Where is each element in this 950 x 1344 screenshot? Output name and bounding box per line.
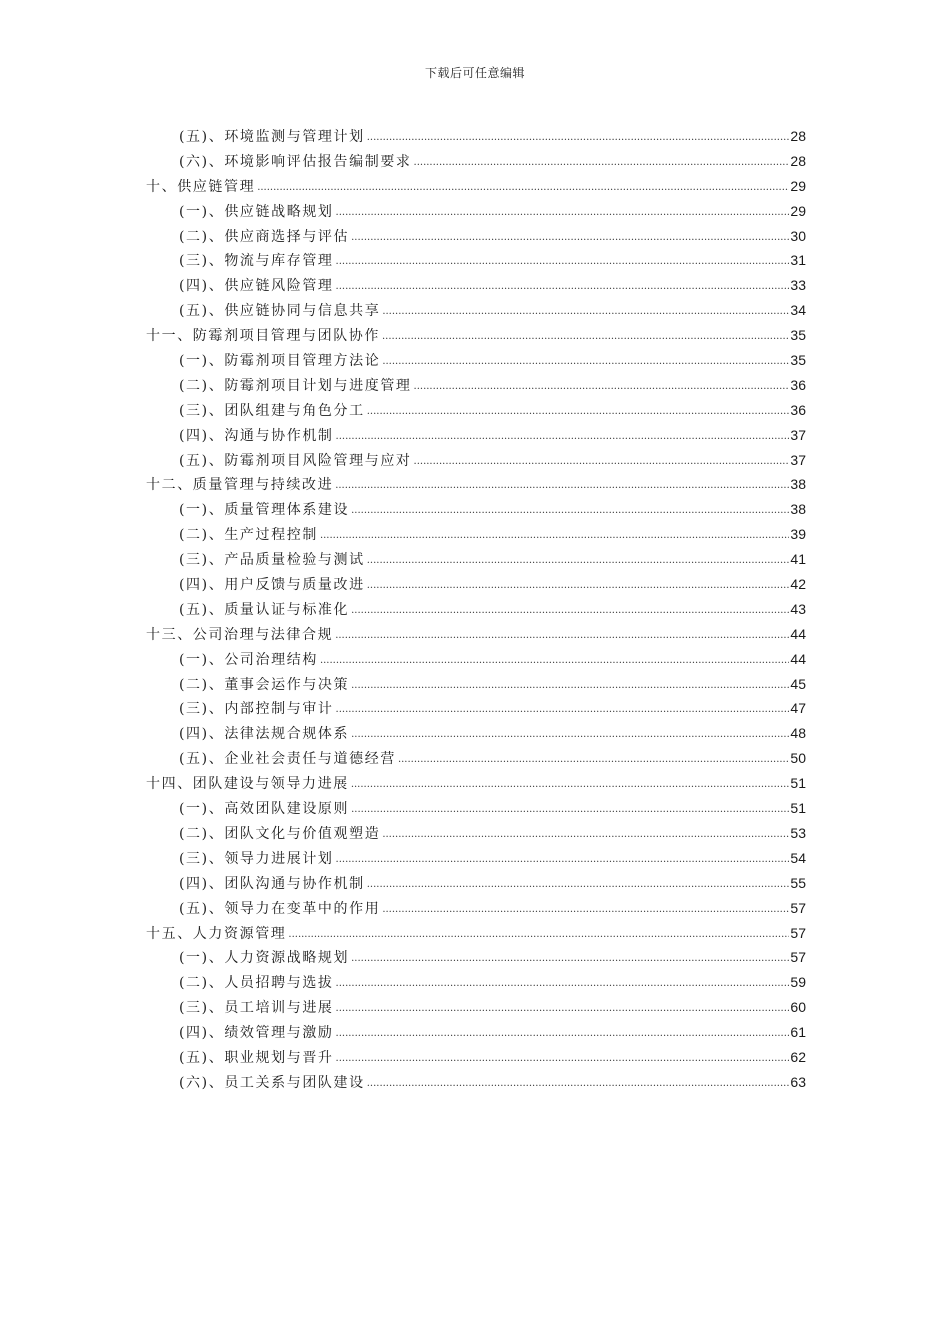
toc-dot-leader [414, 151, 790, 176]
toc-section-entry[interactable] [146, 273, 806, 298]
toc-dot-leader [382, 300, 789, 325]
toc-entry-page-number: 45 [790, 675, 806, 692]
toc-entry-page-number: 61 [790, 1024, 806, 1041]
toc-chapter-entry[interactable] [146, 472, 806, 497]
toc-entry-title: (四)、沟通与协作机制 [179, 427, 334, 444]
toc-entry-page-number: 37 [790, 451, 806, 468]
toc-entry-page-number: 44 [790, 625, 806, 642]
toc-entry-title: (五)、领导力在变革中的作用 [179, 900, 381, 917]
toc-entry-title: 十一、防霉剂项目管理与团队协作 [146, 328, 380, 345]
toc-entry-title: (一)、质量管理体系建设 [179, 502, 350, 519]
toc-entry-title: (三)、领导力进展计划 [179, 850, 334, 867]
toc-entry-page-number: 37 [790, 426, 806, 443]
toc-section-entry[interactable] [146, 149, 806, 174]
toc-dot-leader [336, 425, 790, 450]
toc-entry-title: (一)、供应链战略规划 [179, 203, 334, 220]
toc-dot-leader [351, 499, 789, 524]
toc-chapter-entry[interactable] [146, 771, 806, 796]
toc-section-entry[interactable] [146, 846, 806, 871]
toc-entry-page-number: 48 [790, 725, 806, 742]
toc-entry-title: (一)、公司治理结构 [179, 651, 318, 668]
toc-section-entry[interactable] [146, 721, 806, 746]
toc-entry-title: (二)、供应商选择与评估 [179, 228, 350, 245]
toc-entry-page-number: 50 [790, 750, 806, 767]
toc-entry-page-number: 59 [790, 974, 806, 991]
toc-section-entry[interactable] [146, 373, 806, 398]
toc-dot-leader [367, 1072, 790, 1097]
toc-section-entry[interactable] [146, 696, 806, 721]
toc-dot-leader [336, 275, 790, 300]
toc-entry-page-number: 31 [790, 252, 806, 269]
toc-entry-page-number: 47 [790, 700, 806, 717]
toc-entry-title: 十四、团队建设与领导力进展 [146, 776, 349, 793]
toc-section-entry[interactable] [146, 224, 806, 249]
toc-entry-title: (六)、员工关系与团队建设 [179, 1074, 365, 1091]
toc-section-entry[interactable] [146, 572, 806, 597]
toc-section-entry[interactable] [146, 423, 806, 448]
toc-dot-leader [382, 325, 789, 350]
toc-entry-title: (五)、职业规划与晋升 [179, 1049, 334, 1066]
toc-dot-leader [351, 674, 789, 699]
toc-entry-page-number: 41 [790, 551, 806, 568]
toc-entry-page-number: 29 [790, 177, 806, 194]
toc-section-entry[interactable] [146, 298, 806, 323]
toc-dot-leader [335, 474, 789, 499]
toc-entry-title: (四)、供应链风险管理 [179, 278, 334, 295]
toc-entry-page-number: 63 [790, 1073, 806, 1090]
toc-dot-leader [335, 624, 789, 649]
toc-entry-title: (五)、环境监测与管理计划 [179, 129, 365, 145]
toc-dot-leader [351, 599, 789, 624]
toc-entry-title: 十三、公司治理与法律合规 [146, 626, 334, 643]
toc-entry-title: (一)、人力资源战略规划 [179, 950, 350, 967]
toc-section-entry[interactable] [146, 746, 806, 771]
toc-dot-leader [382, 823, 789, 848]
toc-entry-title: (二)、生产过程控制 [179, 527, 318, 544]
toc-section-entry[interactable] [146, 945, 806, 970]
toc-entry-title: (三)、内部控制与审计 [179, 701, 334, 718]
toc-dot-leader [336, 1022, 790, 1047]
toc-entry-title: (二)、人员招聘与选拔 [179, 975, 334, 992]
toc-entry-page-number: 28 [790, 152, 806, 169]
toc-section-entry[interactable] [146, 871, 806, 896]
toc-section-entry[interactable] [146, 896, 806, 921]
toc-section-entry[interactable] [146, 821, 806, 846]
toc-entry-title: (三)、物流与库存管理 [179, 253, 334, 270]
toc-entry-title: (四)、用户反馈与质量改进 [179, 577, 365, 594]
toc-entry-title: (二)、团队文化与价值观塑造 [179, 825, 381, 842]
toc-entry-title: (五)、质量认证与标准化 [179, 601, 350, 618]
toc-dot-leader [336, 997, 790, 1022]
toc-dot-leader [336, 848, 790, 873]
toc-dot-leader [351, 798, 789, 823]
toc-entry-page-number: 57 [790, 949, 806, 966]
toc-dot-leader [367, 873, 790, 898]
toc-dot-leader [336, 250, 790, 275]
toc-entry-page-number: 44 [790, 650, 806, 667]
toc-dot-leader [382, 898, 789, 923]
toc-entry-title: (五)、企业社会责任与道德经营 [179, 751, 396, 768]
toc-entry-page-number: 62 [790, 1048, 806, 1065]
toc-entry-page-number: 42 [790, 576, 806, 593]
toc-dot-leader [351, 226, 789, 251]
toc-section-entry[interactable] [146, 497, 806, 522]
toc-dot-leader [382, 350, 789, 375]
toc-entry-page-number: 57 [790, 899, 806, 916]
toc-dot-leader [351, 773, 790, 798]
toc-entry-title: 十五、人力资源管理 [146, 925, 287, 942]
toc-dot-leader [398, 748, 789, 773]
toc-section-entry[interactable] [146, 597, 806, 622]
toc-dot-leader [351, 947, 789, 972]
toc-section-entry[interactable] [146, 522, 806, 547]
toc-entry-title: (三)、产品质量检验与测试 [179, 552, 365, 569]
toc-entry-page-number: 28 [790, 128, 806, 144]
toc-section-entry[interactable] [146, 1070, 806, 1095]
toc-dot-leader [336, 698, 790, 723]
toc-entry-title: (二)、防霉剂项目计划与进度管理 [179, 377, 412, 394]
toc-entry-page-number: 33 [790, 277, 806, 294]
toc-entry-page-number: 53 [790, 824, 806, 841]
toc-section-entry[interactable] [146, 124, 806, 149]
toc-entry-page-number: 54 [790, 849, 806, 866]
toc-dot-leader [367, 574, 790, 599]
toc-section-entry[interactable] [146, 970, 806, 995]
toc-entry-title: 十、供应链管理 [146, 178, 256, 195]
toc-chapter-entry[interactable] [146, 622, 806, 647]
toc-section-entry[interactable] [146, 647, 806, 672]
toc-entry-title: (一)、高效团队建设原则 [179, 801, 350, 818]
toc-dot-leader [320, 524, 789, 549]
toc-dot-leader [257, 176, 789, 201]
toc-entry-page-number: 43 [790, 600, 806, 617]
toc-entry-page-number: 35 [790, 327, 806, 344]
toc-entry-page-number: 34 [790, 302, 806, 319]
toc-entry-page-number: 51 [790, 775, 806, 792]
toc-section-entry[interactable] [146, 398, 806, 423]
toc-dot-leader [336, 972, 790, 997]
toc-chapter-entry[interactable] [146, 921, 806, 946]
toc-section-entry[interactable] [146, 1020, 806, 1045]
toc-dot-leader [414, 450, 790, 475]
table-of-contents [146, 124, 806, 1095]
toc-section-entry[interactable] [146, 348, 806, 373]
toc-entry-title: (三)、员工培训与进展 [179, 1000, 334, 1017]
toc-entry-page-number: 36 [790, 401, 806, 418]
toc-entry-title: (四)、法律法规合规体系 [179, 726, 350, 743]
toc-entry-page-number: 55 [790, 874, 806, 891]
toc-chapter-entry[interactable] [146, 174, 806, 199]
toc-entry-title: (三)、团队组建与角色分工 [179, 402, 365, 419]
toc-entry-title: (五)、供应链协同与信息共享 [179, 303, 381, 320]
toc-entry-title: (四)、绩效管理与激励 [179, 1025, 334, 1042]
toc-dot-leader [288, 923, 789, 948]
toc-dot-leader [367, 400, 790, 425]
toc-dot-leader [367, 549, 790, 574]
toc-entry-title: (六)、环境影响评估报告编制要求 [179, 153, 412, 170]
toc-entry-title: (二)、董事会运作与决策 [179, 676, 350, 693]
toc-entry-page-number: 38 [790, 501, 806, 518]
toc-dot-leader [367, 126, 790, 151]
toc-section-entry[interactable] [146, 672, 806, 697]
toc-entry-title: (五)、防霉剂项目风险管理与应对 [179, 452, 412, 469]
toc-dot-leader [414, 375, 790, 400]
toc-section-entry[interactable] [146, 995, 806, 1020]
toc-entry-page-number: 38 [790, 476, 806, 493]
toc-entry-page-number: 36 [790, 376, 806, 393]
toc-entry-page-number: 60 [790, 999, 806, 1016]
toc-section-entry[interactable] [146, 1045, 806, 1070]
toc-entry-title: 十二、质量管理与持续改进 [146, 477, 334, 494]
toc-entry-page-number: 57 [790, 924, 806, 941]
toc-entry-page-number: 29 [790, 202, 806, 219]
toc-dot-leader [320, 649, 789, 674]
toc-entry-page-number: 35 [790, 352, 806, 369]
toc-dot-leader [336, 201, 790, 226]
toc-section-entry[interactable] [146, 248, 806, 273]
toc-section-entry[interactable] [146, 199, 806, 224]
toc-dot-leader [336, 1047, 790, 1072]
toc-section-entry[interactable] [146, 448, 806, 473]
toc-entry-page-number: 51 [790, 800, 806, 817]
toc-dot-leader [351, 723, 789, 748]
toc-entry-page-number: 30 [790, 227, 806, 244]
toc-entry-title: (四)、团队沟通与协作机制 [179, 875, 365, 892]
toc-entry-page-number: 39 [790, 526, 806, 543]
toc-entry-title: (一)、防霉剂项目管理方法论 [179, 353, 381, 370]
page-header: 下载后可任意编辑 [424, 66, 525, 80]
toc-section-entry[interactable] [146, 796, 806, 821]
toc-chapter-entry[interactable] [146, 323, 806, 348]
toc-section-entry[interactable] [146, 547, 806, 572]
